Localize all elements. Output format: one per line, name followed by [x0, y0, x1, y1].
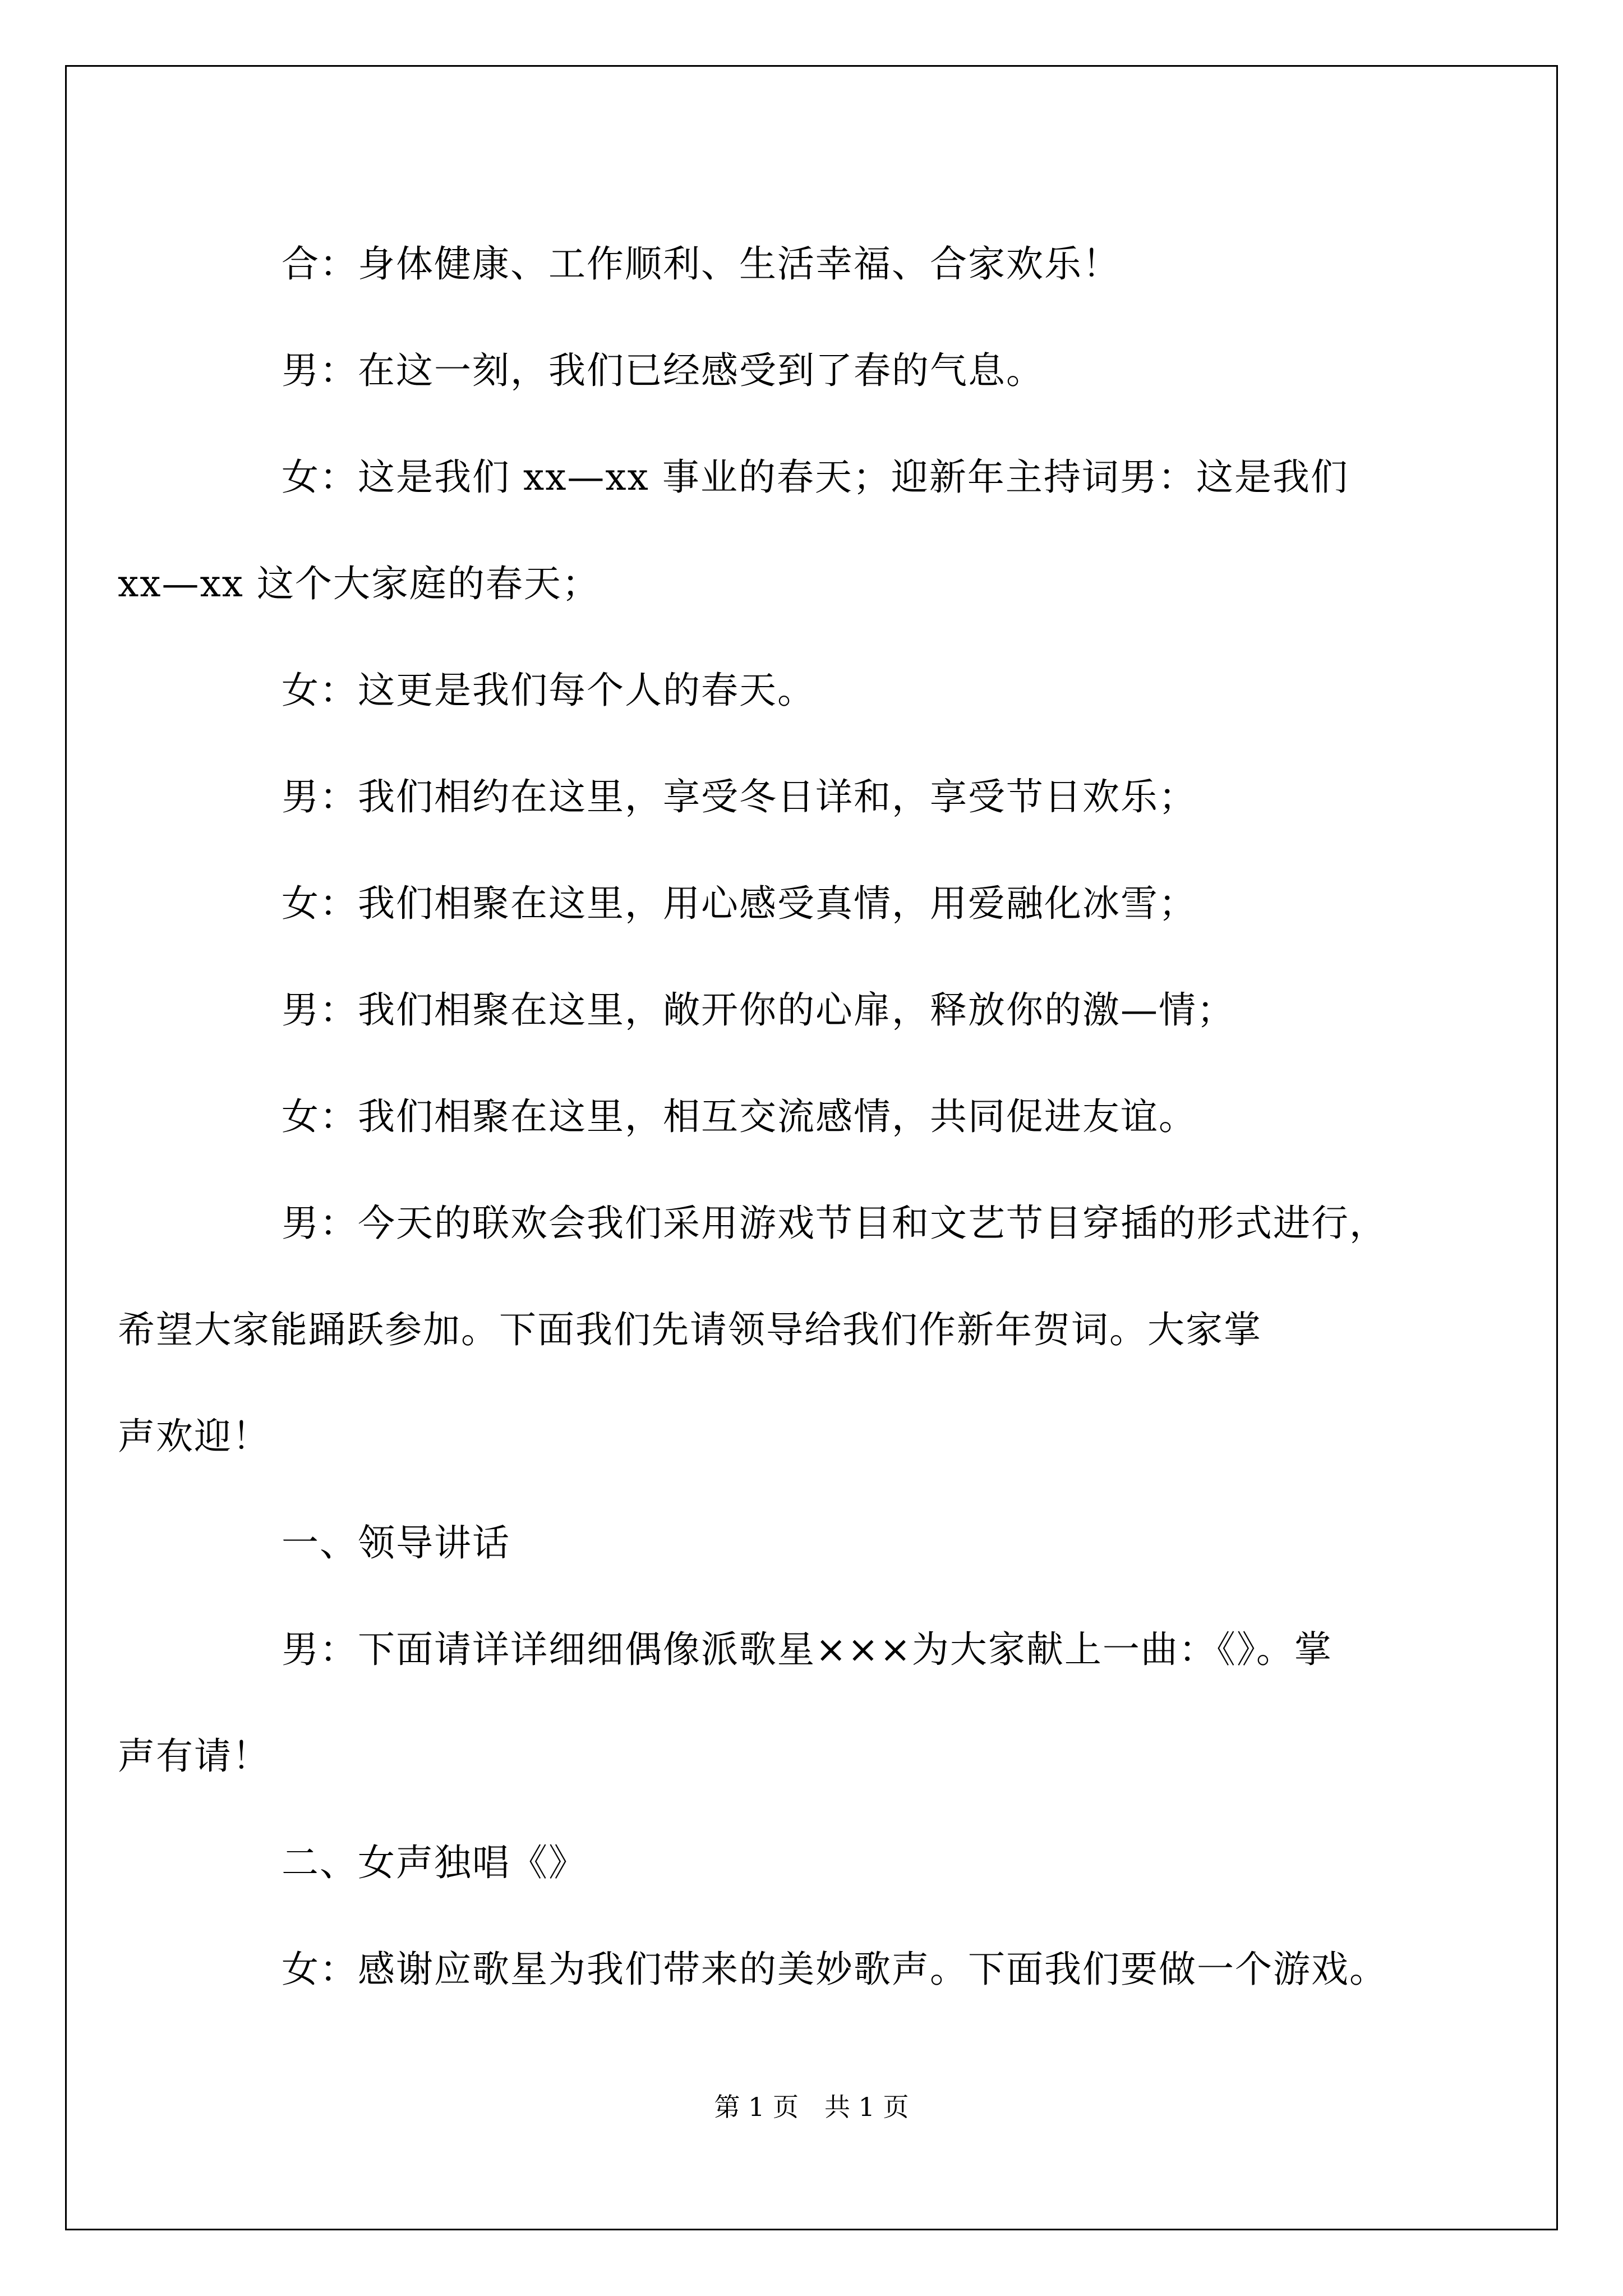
text-line: 合：身体健康、工作顺利、生活幸福、合家欢乐！ — [282, 242, 1121, 286]
text-line: 女：我们相聚在这里，相互交流感情，共同促进友谊。 — [282, 1095, 1197, 1138]
text-line: 男：在这一刻，我们已经感受到了春的气息。 — [282, 349, 1044, 392]
paragraph — [200, 850, 1439, 957]
paragraph — [118, 1596, 1439, 1810]
paragraph — [200, 1064, 1439, 1170]
section-heading: 二、女声独唱《》 — [282, 1841, 587, 1884]
text-line: 女：这更是我们每个人的春天。 — [282, 669, 815, 712]
paragraph — [200, 637, 1439, 744]
paragraph — [200, 1916, 1439, 2023]
text-line: 女：感谢应歌星为我们带来的美妙歌声。下面我们要做一个游戏。 — [282, 1948, 1387, 1991]
page-number-footer: 第 1 页 共 1 页 — [714, 2092, 909, 2122]
paragraph — [200, 211, 1439, 318]
text-line: xx—xx 这个大家庭的春天； — [118, 562, 600, 605]
text-line: 男：我们相聚在这里，敞开你的心扉，释放你的激—情； — [282, 988, 1235, 1032]
text-line: 希望大家能踊跃参加。下面我们先请领导给我们作新年贺词。大家掌 — [118, 1308, 1262, 1351]
text-line: 男：今天的联欢会我们采用游戏节目和文艺节目穿插的形式进行， — [282, 1202, 1387, 1245]
text-line: 声有请！ — [118, 1734, 270, 1778]
text-line: 声欢迎！ — [118, 1415, 270, 1458]
section-heading: 一、领导讲话 — [282, 1521, 510, 1565]
text-line: 男：下面请详详细细偶像派歌星×××为大家献上一曲：《》。掌 — [282, 1628, 1332, 1671]
paragraph — [200, 318, 1439, 424]
document-body — [118, 211, 1439, 2023]
text-line: 女：这是我们 xx—xx 事业的春天；迎新年主持词男：这是我们 — [282, 455, 1349, 499]
paragraph — [200, 1490, 1439, 1596]
paragraph — [118, 1170, 1439, 1490]
text-line: 女：我们相聚在这里，用心感受真情，用爱融化冰雪； — [282, 882, 1197, 925]
paragraph — [200, 744, 1439, 850]
paragraph — [118, 424, 1439, 637]
paragraph — [200, 1810, 1439, 1916]
paragraph — [200, 957, 1439, 1064]
text-line: 男：我们相约在这里，享受冬日详和，享受节日欢乐； — [282, 775, 1197, 818]
